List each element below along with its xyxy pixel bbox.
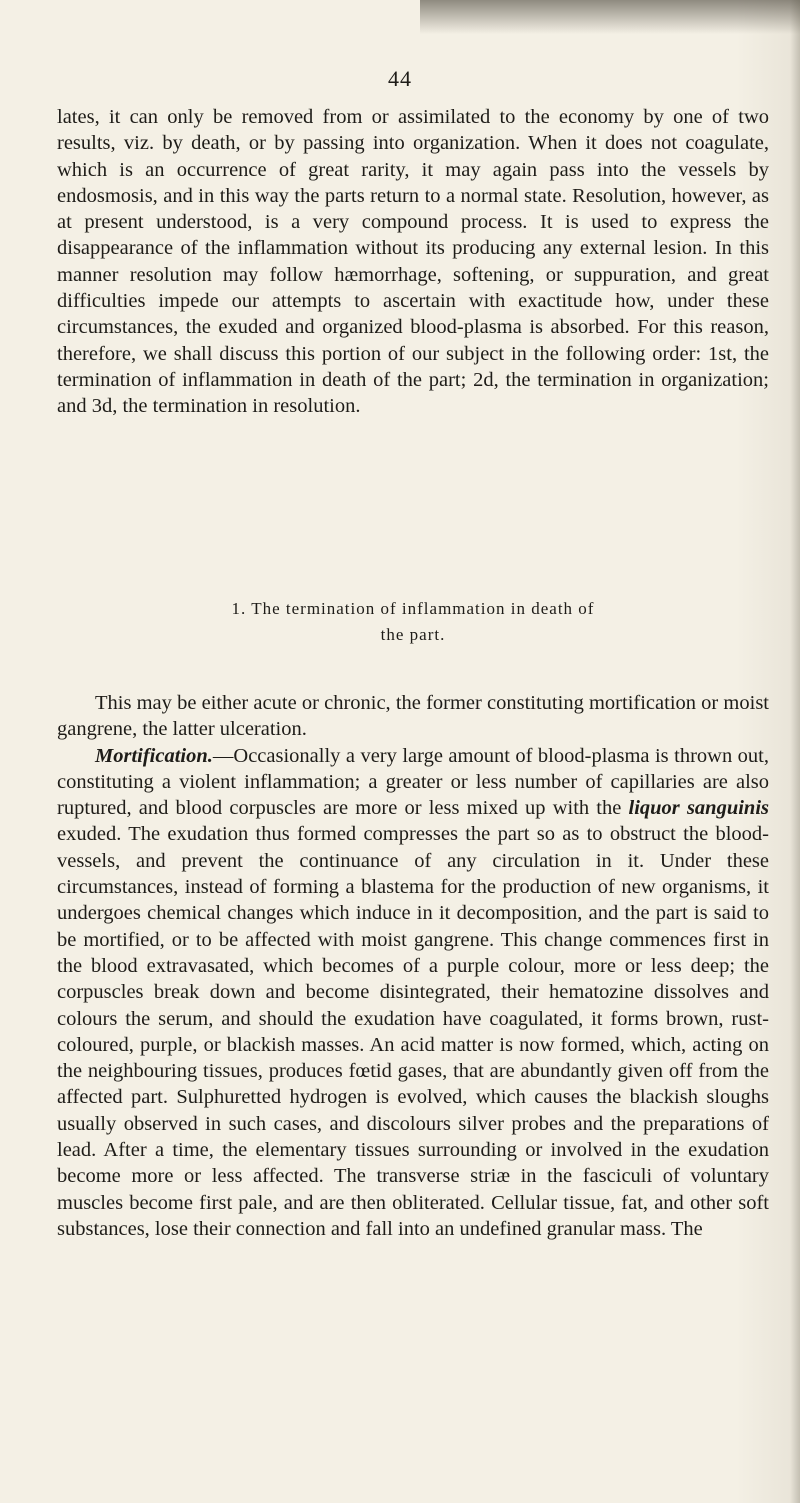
section-heading <box>57 596 769 648</box>
page-edge <box>790 0 800 1503</box>
paragraph-continuation: lates, it can only be removed from or assimilated to the economy by one of two results, viz. by death, or by passing into organization. When it does not coagulate, which is an occurrence of great rarity, it may again pass into the vessels by endosmosis, and in this way the parts return to a normal state. Resolution, however, as at present understood, is a very compound process. It is used to express the disappearance of the inflammation without its producing any external lesion. In this manner resolution may follow hæmorrhage, softening, or suppuration, and great difficulties impede our attempts to ascertain with exactitude how, under these circumstances, the exuded and organized blood-plasma is absorbed. For this reason, therefore, we shall discuss this portion of our subject in the following order: 1st, the termination of inflammation in death of the part; 2d, the termination in organization; and 3d, the termination in resolution. <box>57 106 769 418</box>
paragraph-mortification <box>57 743 769 1243</box>
scan-shadow <box>420 0 800 34</box>
liquor-sanguinis-term: liquor sanguinis <box>628 797 769 820</box>
mortification-subheading: Mortification. <box>95 744 213 767</box>
mortification-text-2: exuded. The exudation thus formed compresses the part so as to obstruct the blood-vessels, and prevent the continuance of any circulation in it. Under these circumstances, instead of forming a blastema for the production of new organisms, it undergoes chemical changes which induce in it decomposition, and the part is said to be mortified, or to be affected with moist gangrene. This change commences first in the blood extravasated, which becomes of a purple colour, more or less deep; the corpuscles break down and become disintegrated, their hematozine dissolves and colours the serum, and should the exudation have coagulated, it forms brown, rust-coloured, purple, or blackish masses. An acid matter is now formed, which, acting on the neighbouring tissues, produces fœtid gases, that are abundantly given off from the affected part. Sulphuretted hydrogen is evolved, which causes the blackish sloughs usually observed in such cases, and discolours silver probes and the preparations of lead. After a time, the elementary tissues surrounding or involved in the exudation become more or less affected. The transverse striæ in the fasciculi of voluntary muscles become first pale, and are then obliterated. Cellular tissue, fat, and other soft substances, lose their connection and fall into an undefined granular mass. The <box>57 823 769 1240</box>
page-number: 44 <box>388 66 412 91</box>
paragraph-acute-chronic: This may be either acute or chronic, the former constituting mortification or moist gangrene, the latter ulceration. <box>57 692 769 741</box>
body-text-bottom <box>57 690 769 1242</box>
section-heading-line-1: 1. The termination of inflammation in death of <box>231 599 595 618</box>
mortification-text-1: —Occasionally a very large amount of blood-plasma is thrown out, constituting a violent inflammation; a greater or less number of capillaries are also ruptured, and blood corpuscles are more or less mixed up with the <box>57 744 769 820</box>
section-heading-line-2: the part. <box>380 625 446 644</box>
body-text-top <box>57 104 769 420</box>
